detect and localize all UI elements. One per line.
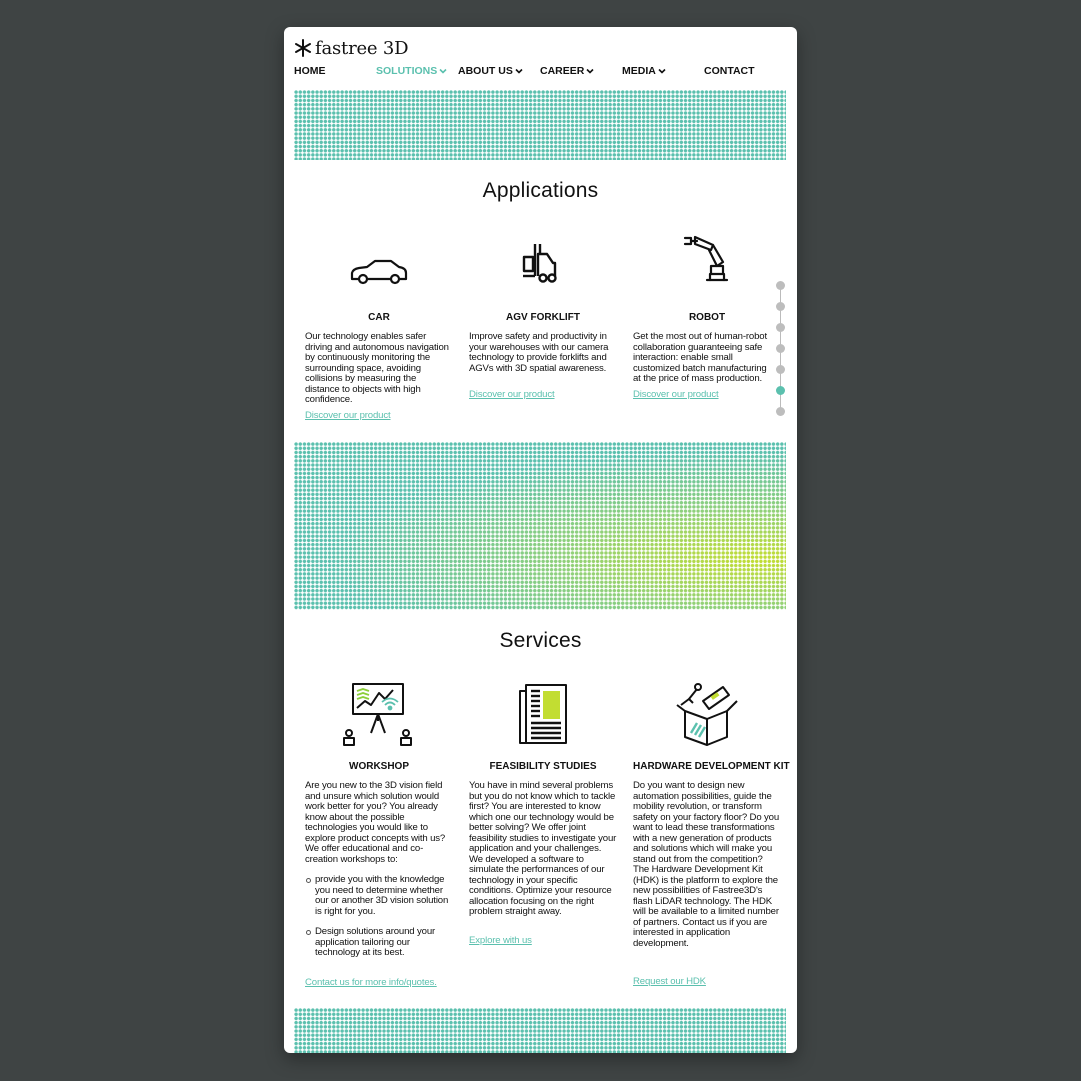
nav-contact-label: CONTACT — [704, 65, 755, 77]
nav-solutions-label: SOLUTIONS — [376, 65, 438, 77]
nav-home[interactable] — [294, 65, 326, 77]
card-title: FEASIBILITY STUDIES — [489, 761, 597, 772]
card-title: WORKSHOP — [349, 761, 409, 772]
nav-media[interactable] — [622, 65, 666, 77]
pager-dot[interactable] — [776, 365, 785, 374]
chevron-down-icon — [515, 67, 523, 75]
discover-product-link[interactable]: Discover our product — [633, 389, 719, 400]
dot-pattern-banner-gradient — [294, 442, 786, 610]
discover-product-link[interactable]: Discover our product — [305, 410, 391, 421]
pager-dot[interactable] — [776, 302, 785, 311]
forklift-icon — [469, 232, 617, 290]
car-icon — [305, 232, 453, 290]
nav-about-us-label: ABOUT US — [458, 65, 513, 77]
nav-home-label: HOME — [294, 65, 326, 77]
card-bullets — [305, 875, 453, 959]
main-nav — [294, 65, 784, 81]
workshop-icon — [305, 681, 453, 749]
discover-product-link[interactable]: Discover our product — [469, 389, 555, 400]
card-description: You have in mind several problems but you do not know which to tackle first? You are interested to know which one our technology would be better solving? We offer joint feasibility studies to investigate your application and your challenges. We developed a software to simulate the performances of our technology in your specific conditions. Optimize your resource allocation focusing on the right problem straight away. — [469, 780, 617, 917]
dot-pattern-banner — [294, 1008, 786, 1053]
card-description: Our technology enables safer driving and autonomous navigation by continuously monitoring the surrounding space, avoiding collisions by measuring the distance to objects with high confidence. — [305, 331, 449, 405]
card-description: Get the most out of human-robot collaboration guaranteeing safe interaction: enable small customized batch manufacturing at the price of mass production. — [633, 332, 768, 384]
logo-text: fastree 3D — [315, 37, 409, 59]
explore-link[interactable]: Explore with us — [469, 935, 532, 946]
section-pager — [774, 281, 788, 415]
pager-dot-active[interactable] — [776, 386, 785, 395]
nav-about-us[interactable] — [458, 65, 523, 77]
pager-dot[interactable] — [776, 323, 785, 332]
contact-info-link[interactable]: Contact us for more info/quotes. — [305, 977, 437, 988]
robot-arm-icon — [633, 232, 781, 290]
services-title: Services — [499, 629, 582, 652]
feasibility-document-icon — [469, 681, 617, 749]
logo[interactable] — [294, 35, 408, 61]
nav-media-label: MEDIA — [622, 65, 656, 77]
nav-solutions[interactable] — [376, 65, 447, 77]
chevron-down-icon — [439, 67, 447, 75]
pager-dot[interactable] — [776, 344, 785, 353]
dot-pattern-banner — [294, 90, 786, 160]
hardware-kit-box-icon — [633, 681, 781, 749]
chevron-down-icon — [586, 67, 594, 75]
page — [284, 27, 797, 1053]
card-description — [305, 781, 453, 959]
card-description: Improve safety and productivity in your warehouses with our camera technology to provide forklifts and AGVs with 3D spatial awareness. — [469, 331, 609, 374]
card-title: AGV FORKLIFT — [506, 312, 580, 323]
nav-contact[interactable] — [704, 65, 755, 77]
pager-dot[interactable] — [776, 281, 785, 290]
pager-dot[interactable] — [776, 407, 785, 416]
card-description: Do you want to design new automation possibilities, guide the mobility revolution, or transform safety on your factory floor? Do you want to lead these transformations with a new generation of products and solutions which will make you stand out from the competition? The Hardware Development Kit (HDK) is the platform to explore the new possibilities of Fastree3D's flash LiDAR technology. The HDK will be available to a limited number of partners. Contact us if you are interested in application development. — [633, 780, 780, 949]
card-title: HARDWARE DEVELOPMENT KIT — [633, 761, 790, 772]
card-title: CAR — [368, 312, 390, 323]
list-item: provide you with the knowledge you need to determine whether our or another 3D vision solution is right for you. — [305, 875, 453, 917]
applications-title: Applications — [482, 179, 599, 202]
nav-career[interactable] — [540, 65, 594, 77]
list-item: Design solutions around your application tailoring our technology at its best. — [305, 927, 453, 959]
chevron-down-icon — [658, 67, 666, 75]
request-hdk-link[interactable]: Request our HDK — [633, 976, 706, 987]
card-description-intro: Are you new to the 3D vision field and unsure which solution would work better for you? You already know about the possible technologies you would like to explore product concepts with us? We offer educational and co-creation workshops to: — [305, 780, 446, 865]
card-title: ROBOT — [688, 312, 726, 323]
asterisk-logo-icon — [294, 39, 312, 57]
nav-career-label: CAREER — [540, 65, 585, 77]
